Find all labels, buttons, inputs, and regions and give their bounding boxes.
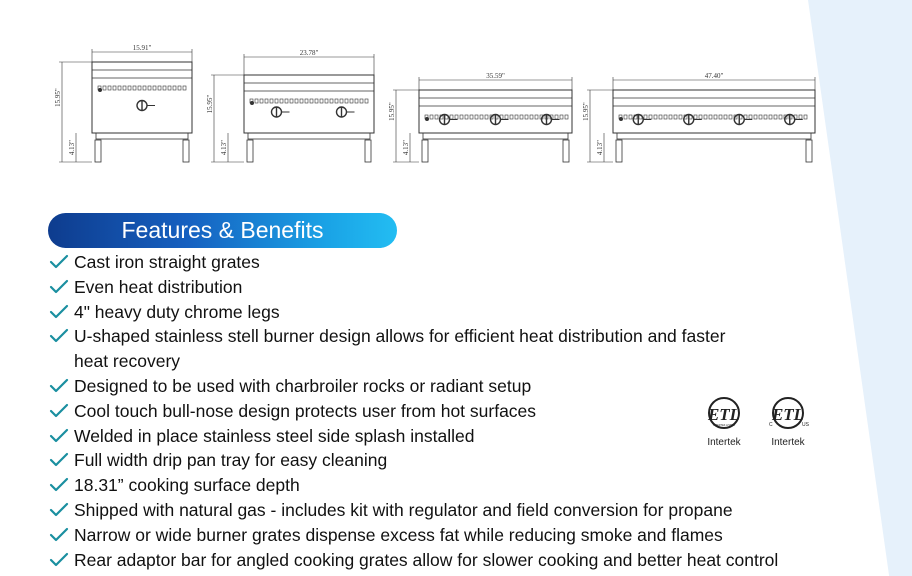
etl-us-text: US [802, 422, 809, 428]
vent-slot [360, 99, 363, 103]
height-dim-label: 15.95" [388, 102, 396, 121]
vent-slot [310, 99, 313, 103]
feature-item [49, 399, 778, 424]
vent-slot [340, 99, 343, 103]
vent-slot [530, 115, 533, 119]
vent-slot [335, 99, 338, 103]
vent-slot [629, 115, 632, 119]
vent-slot [330, 99, 333, 103]
vent-slot [350, 99, 353, 103]
vent-slot [345, 99, 348, 103]
vent-slot [153, 86, 156, 90]
width-dim-label: 47.40" [704, 72, 724, 80]
feature-item [49, 498, 778, 523]
check-icon [49, 502, 69, 518]
check-icon [49, 328, 69, 344]
vent-slot [260, 99, 263, 103]
vent-slot [485, 115, 488, 119]
ignition-dot [98, 88, 102, 92]
vent-slot [659, 115, 662, 119]
drip-tray [96, 133, 188, 139]
leg-dim-label: 4.13" [402, 139, 410, 156]
intertek-text: Intertek [707, 437, 741, 448]
width-dim-label: 23.78" [299, 49, 319, 57]
ignition-dot [250, 101, 254, 105]
feature-text: Cast iron straight grates [74, 252, 260, 272]
vent-slot [138, 86, 141, 90]
vent-slot [515, 115, 518, 119]
feature-text: Full width drip pan tray for easy cleaning [74, 450, 388, 471]
vent-slot [133, 86, 136, 90]
vent-slot [699, 115, 702, 119]
features-title: Features & Benefits [121, 217, 324, 243]
feature-text: Rear adaptor bar for angled cooking grates allow for slower cooking and better heat control [74, 549, 779, 570]
leg [95, 140, 101, 162]
ignition-dot [619, 117, 623, 121]
vent-slot [285, 99, 288, 103]
feature-item [49, 300, 778, 325]
etl-circle-icon [766, 395, 814, 451]
feature-item [49, 424, 778, 449]
etl-c-text: C [769, 422, 773, 428]
feature-item [49, 548, 778, 573]
leg [422, 140, 428, 162]
vent-slot [163, 86, 166, 90]
vent-slot [280, 99, 283, 103]
check-icon [49, 403, 69, 419]
etl-intertek-mark [702, 395, 750, 451]
vent-slot [315, 99, 318, 103]
vent-slot [664, 115, 667, 119]
drip-tray [248, 133, 370, 139]
vent-slot [475, 115, 478, 119]
vent-slot [270, 99, 273, 103]
feature-text: Cool touch bull-nose design protects user from hot surfaces [74, 400, 537, 421]
drip-tray [423, 133, 568, 139]
feature-text: Shipped with natural gas - includes kit with regulator and field conversion for propane [74, 499, 733, 520]
vent-slot [143, 86, 146, 90]
vent-slot [435, 115, 438, 119]
vent-slot [305, 99, 308, 103]
vent-slot [290, 99, 293, 103]
vent-slot [555, 115, 558, 119]
vent-slot [173, 86, 176, 90]
vent-slot [128, 86, 131, 90]
vent-slot [123, 86, 126, 90]
etl-circle-icon [702, 395, 750, 451]
vent-slot [565, 115, 568, 119]
vent-slot [365, 99, 368, 103]
vent-slot [430, 115, 433, 119]
vent-slot [709, 115, 712, 119]
leg [247, 140, 253, 162]
vent-slot [460, 115, 463, 119]
feature-text: Even heat distribution [74, 276, 243, 297]
vent-slot [729, 115, 732, 119]
feature-text: Designed to be used with charbroiler rocks or radiant setup [74, 375, 532, 396]
vent-slot [178, 86, 181, 90]
vent-slot [669, 115, 672, 119]
feature-item [49, 324, 778, 349]
feature-text: U-shaped stainless stell burner design allows for efficient heat distribution and faster [74, 326, 726, 347]
feature-text: Welded in place stainless steel side splash installed [74, 425, 475, 446]
vent-slot [525, 115, 528, 119]
feature-text: 18.31” cooking surface depth [74, 475, 300, 496]
height-dim-label: 15.95" [54, 88, 62, 107]
vent-slot [275, 99, 278, 103]
vent-slot [510, 115, 513, 119]
feature-item [49, 250, 778, 275]
vent-slot [714, 115, 717, 119]
width-dim-label: 15.91" [132, 44, 152, 52]
vent-slot [265, 99, 268, 103]
vent-slot [355, 99, 358, 103]
vent-slot [779, 115, 782, 119]
vent-slot [465, 115, 468, 119]
vent-slot [724, 115, 727, 119]
vent-slot [624, 115, 627, 119]
vent-slot [168, 86, 171, 90]
etl-mark-text: ETL [771, 405, 805, 424]
unit-body [244, 75, 374, 133]
check-icon [49, 428, 69, 444]
vent-slot [704, 115, 707, 119]
leg [806, 140, 812, 162]
leg [365, 140, 371, 162]
height-dim-label: 15.95" [582, 102, 590, 121]
product-drawings [0, 0, 912, 200]
vent-slot [505, 115, 508, 119]
vent-slot [108, 86, 111, 90]
vent-slot [764, 115, 767, 119]
vent-slot [320, 99, 323, 103]
features-list [49, 250, 778, 572]
vent-slot [118, 86, 121, 90]
feature-item [49, 448, 778, 473]
feature-text: Narrow or wide burner grates dispense excess fat while reducing smoke and flames [74, 524, 723, 545]
feature-item [49, 349, 778, 374]
vent-slot [520, 115, 523, 119]
vent-slot [325, 99, 328, 103]
leg [563, 140, 569, 162]
vent-slot [455, 115, 458, 119]
check-icon [49, 477, 69, 493]
leg-dim-label: 4.13" [596, 139, 604, 156]
check-icon [49, 527, 69, 543]
feature-text: 4" heavy duty chrome legs [74, 301, 280, 322]
vent-slot [799, 115, 802, 119]
vent-slot [535, 115, 538, 119]
vent-slot [148, 86, 151, 90]
vent-slot [450, 115, 453, 119]
vent-slot [654, 115, 657, 119]
vent-slot [113, 86, 116, 90]
height-dim-label: 15.95" [206, 94, 214, 114]
leg-dim-label: 4.13" [68, 139, 76, 156]
vent-slot [470, 115, 473, 119]
vent-slot [560, 115, 563, 119]
width-dim-label: 35.59" [486, 72, 505, 80]
vent-slot [644, 115, 647, 119]
vent-slot [754, 115, 757, 119]
vent-slot [255, 99, 258, 103]
vent-slot [759, 115, 762, 119]
vent-slot [674, 115, 677, 119]
unit-body [419, 90, 572, 133]
vent-slot [679, 115, 682, 119]
vent-slot [183, 86, 186, 90]
ignition-dot [425, 117, 429, 121]
feature-item [49, 523, 778, 548]
etl-mark-text: ETL [707, 405, 741, 424]
check-icon [49, 254, 69, 270]
vent-slot [694, 115, 697, 119]
feature-item [49, 473, 778, 498]
check-icon [49, 378, 69, 394]
vent-slot [774, 115, 777, 119]
feature-item [49, 275, 778, 300]
unit-body [613, 90, 815, 133]
intertek-text: Intertek [771, 437, 805, 448]
vent-slot [649, 115, 652, 119]
vent-slot [295, 99, 298, 103]
leg [183, 140, 189, 162]
vent-slot [300, 99, 303, 103]
check-icon [49, 304, 69, 320]
vent-slot [719, 115, 722, 119]
check-icon [49, 552, 69, 568]
vent-slot [749, 115, 752, 119]
vent-slot [769, 115, 772, 119]
feature-item [49, 374, 778, 399]
features-banner [48, 213, 397, 248]
drip-tray [617, 133, 811, 139]
check-icon [49, 279, 69, 295]
vent-slot [103, 86, 106, 90]
leg [616, 140, 622, 162]
feature-text: heat recovery [74, 351, 181, 372]
unit-body [92, 62, 192, 133]
cetlus-intertek-mark [766, 395, 814, 451]
check-icon [49, 452, 69, 468]
vent-slot [158, 86, 161, 90]
vent-slot [480, 115, 483, 119]
etl-sub-text: INTERTEK LISTED [713, 424, 735, 427]
leg-dim-label: 4.13" [220, 139, 228, 156]
vent-slot [804, 115, 807, 119]
